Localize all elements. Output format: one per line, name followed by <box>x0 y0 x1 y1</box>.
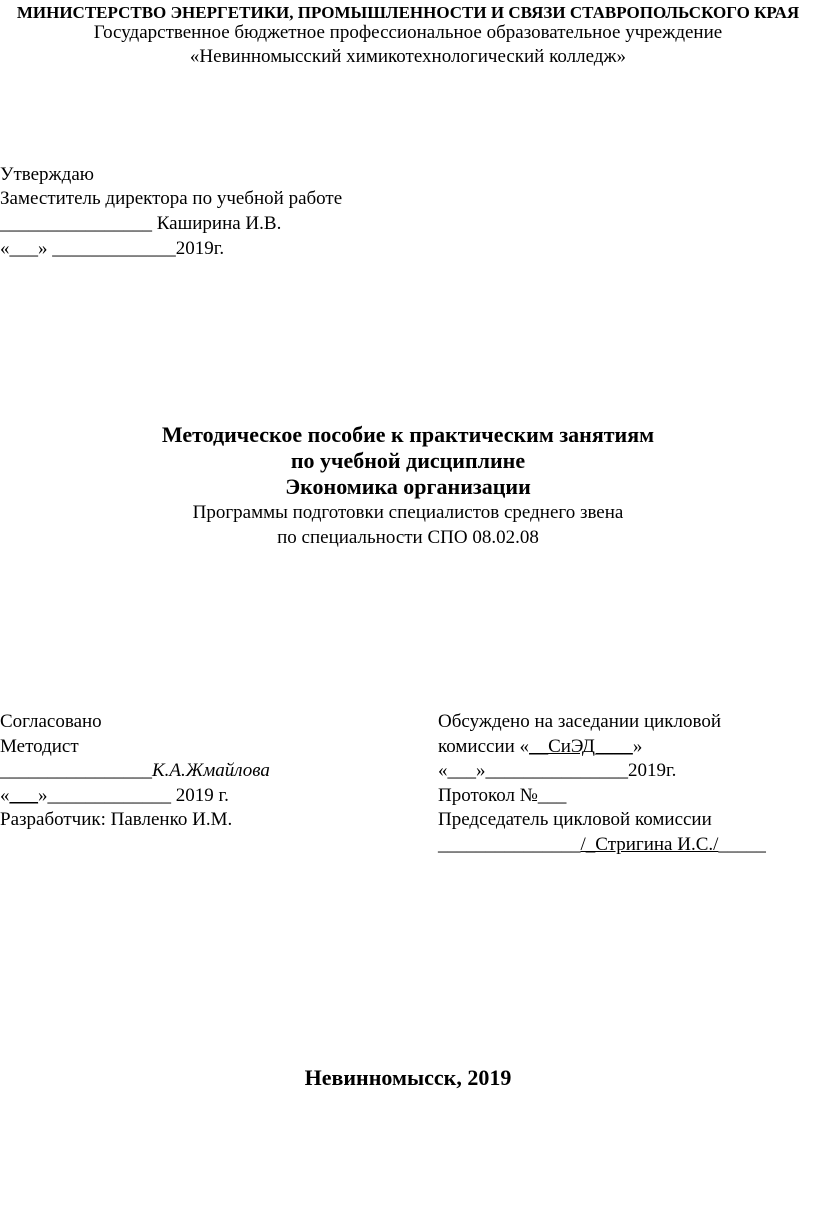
approval-date-line: «___» _____________2019г. <box>0 238 225 259</box>
chairman-signature-blank: _______________ <box>438 834 581 855</box>
approver-position: Заместитель директора по учебной работе <box>0 188 343 209</box>
specialty-line: по специальности СПО 08.02.08 <box>277 527 539 548</box>
date-rest: »_____________ 2019 г. <box>38 785 229 806</box>
commission-line <box>438 737 642 756</box>
methodist-name: К.А.Жмайлова <box>152 760 270 781</box>
commission-suffix: » <box>632 736 643 757</box>
city-year: Невинномысск, 2019 <box>304 1065 512 1090</box>
document-title: Методическое пособие к практическим занятиям <box>161 422 655 447</box>
commission-prefix: комиссии « <box>438 736 530 757</box>
methodist-signature-blank: ________________ <box>0 760 152 781</box>
date-day-blank: ___ <box>9 785 38 806</box>
discussed-label: Обсуждено на заседании цикловой <box>438 711 722 732</box>
discipline-name: Экономика организации <box>285 474 531 499</box>
approver-signature-line: ________________ Каширина И.В. <box>0 213 282 234</box>
document-title-discipline-prefix: по учебной дисциплине <box>290 448 526 473</box>
commission-date-line: «___»_______________2019г. <box>438 760 677 781</box>
date-open-quote: « <box>0 785 10 806</box>
chairman-label: Председатель цикловой комиссии <box>438 809 712 830</box>
agreed-label: Согласовано <box>0 711 102 732</box>
institution-type: Государственное бюджетное профессиональное образовательное учреждение <box>93 22 723 43</box>
ministry-heading: МИНИСТЕРСТВО ЭНЕРГЕТИКИ, ПРОМЫШЛЕННОСТИ И СВЯЗИ СТАВРОПОЛЬСКОГО КРАЯ <box>16 3 800 22</box>
protocol-line: Протокол №___ <box>438 785 567 806</box>
commission-name: __СиЭД____ <box>529 736 633 757</box>
approve-label: Утверждаю <box>0 164 94 185</box>
methodist-date-line <box>0 786 229 805</box>
chairman-signature-tail: _____ <box>718 834 766 855</box>
program-line: Программы подготовки специалистов среднего звена <box>192 502 624 523</box>
college-name: «Невинномысский химикотехнологический колледж» <box>189 46 627 67</box>
chairman-signature-line <box>438 835 766 854</box>
methodist-signature-line <box>0 761 270 780</box>
chairman-name: /_Стригина И.С./ <box>580 834 719 855</box>
methodist-label: Методист <box>0 736 79 757</box>
developer-line: Разработчик: Павленко И.М. <box>0 809 233 830</box>
